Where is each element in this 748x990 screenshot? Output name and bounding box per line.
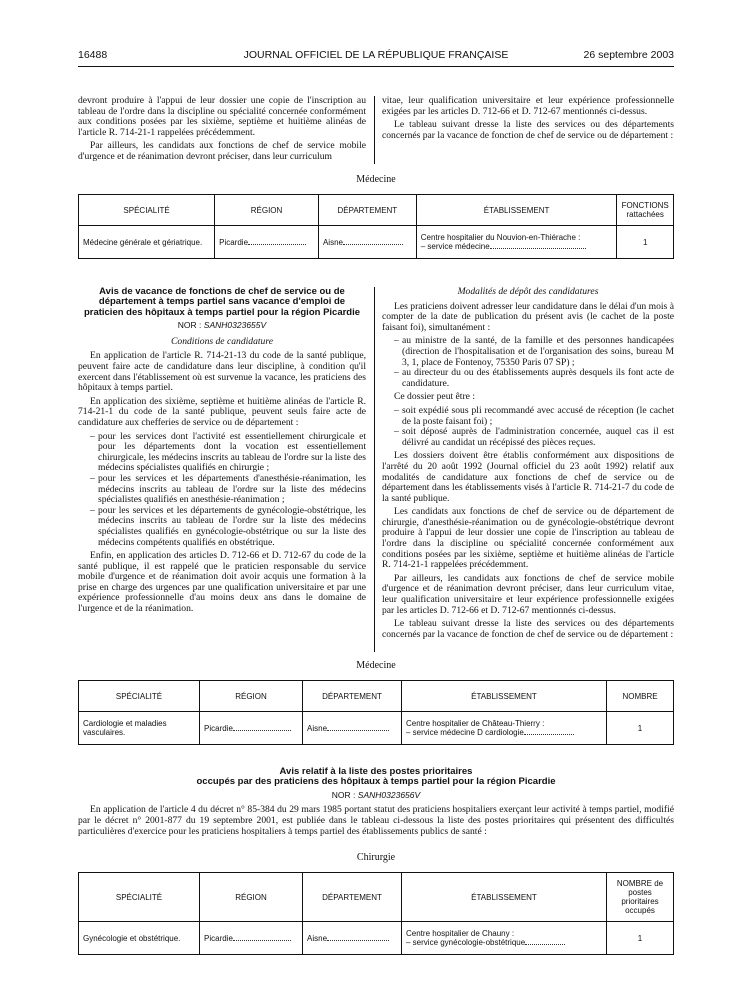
column-header: NOMBRE xyxy=(607,681,674,712)
table-header-row xyxy=(79,681,674,712)
list-item: – pour les services dont l'activité est essentiellement chirurgicale et pour les départements dont la vocation est essentiellement chirurgicale, les médecins inscrits au tableau de l'ordre sur la liste des médecins spécialistes qualifiés en chirurgie ; xyxy=(90,432,366,474)
cell-etablissement xyxy=(402,712,607,745)
etab-line: – service gynécologie-obstétrique xyxy=(406,938,526,947)
region-value: Picardie xyxy=(204,933,233,943)
column-header: SPÉCIALITÉ xyxy=(79,681,200,712)
column-header: FONCTIONS rattachées xyxy=(617,195,674,226)
table-row xyxy=(79,226,674,259)
column-header: RÉGION xyxy=(200,681,303,712)
etab-line: Centre hospitalier du Nouvion-en-Thiérache : xyxy=(420,233,581,242)
cell-specialite: Cardiologie et maladies vasculaires. xyxy=(79,712,200,745)
cell-etablissement xyxy=(416,226,617,259)
paragraph: Les praticiens doivent adresser leur candidature dans le délai d'un mois à compter de la date de publication du présent avis (le cachet de la poste faisant foi), simultanément : xyxy=(382,300,674,333)
paragraph: Par ailleurs, les candidats aux fonctions de chef de service mobile d'urgence et de réanimation devront préciser, dans leur curriculum xyxy=(78,140,366,162)
paragraph: En application des sixième, septième et huitième alinéas de l'article R. 714-21-1 du code de la santé publique, peuvent seuls faire acte de candidature aux chefferies de service ou de département : xyxy=(78,395,366,428)
column-header: ÉTABLISSEMENT xyxy=(402,681,607,712)
cell-etablissement xyxy=(402,922,607,955)
priority-posts-table xyxy=(78,872,674,955)
list-item: – pour les services et les départements d'anesthésie-réanimation, les médecins inscrits au tableau de l'ordre sur la liste des médecins spécialistes qualifiés en anesthésie-réanimation ; xyxy=(90,474,366,506)
section-title-line: occupés par des praticiens des hôpitaux à temps partiel pour la région Picardie xyxy=(196,776,556,788)
paragraph: Enfin, en application des articles D. 712-66 et D. 712-67 du code de la santé publique, il est rappelé que le praticien responsable du service mobile d'urgence et de réanimation doit avoir acquis une formation à la prise en charge des urgences par une qualification universitaire et par une expérience professionnelle d'au moins deux ans dans le domaine de l'urgence et de la réanimation. xyxy=(78,550,366,615)
cell-nombre: 1 xyxy=(607,712,674,745)
nor-value: SANH0323655V xyxy=(203,320,267,331)
paragraph: Le tableau suivant dresse la liste des services ou des départements concernés par la vacance de fonction de chef de service ou de département : xyxy=(382,119,674,141)
region-value: Picardie xyxy=(219,237,249,247)
paragraph: Le tableau suivant dresse la liste des services ou des départements concernés par la vacance de fonction de chef de service ou de département : xyxy=(382,618,674,640)
paragraph: Les candidats aux fonctions de chef de service ou de département de chirurgie, d'anesthésie-réanimation ou de gynécologie-obstétrique devront produire à l'appui de leur dossier une copie de l'inscription au tableau de l'ordre dans la discipline ou spécialité concernée conformément aux conditions posées par les sixième, septième et huitième alinéas de l'article R. 714-21-1 rappelées précédemment. xyxy=(382,506,674,571)
column-header: DÉPARTEMENT xyxy=(303,873,402,922)
paragraph: devront produire à l'appui de leur dossier une copie de l'inscription au tableau de l'ordre dans la discipline ou spécialité concernée conformément aux conditions posées par les sixième, septième et huitième alinéas de l'article R. 714-21-1 rappelées précédemment. xyxy=(78,95,366,138)
etab-line: – service médecine D cardiologie xyxy=(406,728,524,737)
table-caption: Médecine xyxy=(356,174,396,185)
region-value: Picardie xyxy=(204,723,233,733)
page-number: 16488 xyxy=(78,49,108,61)
departement-value: Aisne xyxy=(322,237,343,247)
vacancy-table-2 xyxy=(78,680,674,745)
cell-region xyxy=(200,922,303,955)
nor-reference xyxy=(78,320,366,331)
table-header-row xyxy=(79,195,674,226)
table-row xyxy=(79,922,674,955)
list-item: – soit expédié sous pli recommandé avec accusé de réception (le cachet de la poste faisant foi) ; xyxy=(394,406,674,427)
paragraph: Ce dossier peut être : xyxy=(394,391,475,403)
column-header: NOMBRE de postes prioritaires occupés xyxy=(607,873,674,922)
list-item: – au ministre de la santé, de la famille et des personnes handicapées (direction de l'hospitalisation et de l'organisation des soins, bureau M 3, 1, place de Fontenoy, 75350 Paris 07 SP) ; xyxy=(394,336,674,368)
cell-region xyxy=(215,226,319,259)
nor-label: NOR : xyxy=(331,789,356,800)
paragraph: vitae, leur qualification universitaire et leur expérience professionnelle exigées par les articles D. 712-66 et D. 712-67 mentionnés ci-dessus. xyxy=(382,95,674,117)
cell-nombre: 1 xyxy=(607,922,674,955)
table-row xyxy=(79,712,674,745)
table-caption: Chirurgie xyxy=(356,852,396,863)
list-item: – soit déposé auprès de l'administration concernée, auquel cas il est délivré au candidat un récépissé des pièces reçues. xyxy=(394,427,674,448)
paragraph: En application de l'article 4 du décret n° 85-384 du 29 mars 1985 portant statut des praticiens hospitaliers exerçant leur activité à temps partiel, modifié par le décret n° 2001-877 du 19 septembre 2001, est publiée dans le tableau ci-dessous la liste des postes prioritaires qui présentent des difficultés particulières d'exercice pour les praticiens hospitaliers à temps partiel des établissements publics de santé : xyxy=(78,804,674,837)
cell-departement xyxy=(303,922,402,955)
subsection-title: Conditions de candidature xyxy=(171,335,273,347)
etab-line: Centre hospitalier de Château-Thierry : xyxy=(406,719,545,728)
list-item: – au directeur du ou des établissements auprès desquels ils font acte de candidature. xyxy=(394,368,674,389)
column-header: ÉTABLISSEMENT xyxy=(402,873,607,922)
table-header-row xyxy=(79,873,674,922)
cell-region xyxy=(200,712,303,745)
cell-specialite: Gynécologie et obstétrique. xyxy=(79,922,200,955)
right-column xyxy=(382,287,674,643)
nor-value: SANH0323656V xyxy=(357,789,421,800)
table-caption: Médecine xyxy=(356,660,396,671)
column-header: SPÉCIALITÉ xyxy=(79,195,215,226)
delivery-list xyxy=(382,406,674,448)
top-right-column xyxy=(382,96,674,144)
departement-value: Aisne xyxy=(307,933,328,943)
paragraph: Par ailleurs, les candidats aux fonctions de chef de service mobile d'urgence et de réanimation devront préciser, dans leur curriculum vitae, leur qualification universitaire et leur expérience professionnelle exigées par les articles D. 712-66 et D. 712-67 mentionnés ci-dessus. xyxy=(382,572,674,616)
list-item: – pour les services et les départements de gynécologie-obstétrique, les médecins inscrits au tableau de l'ordre sur la liste des médecins spécialistes qualifiés en gynécologie-obstétrique ou sur la liste des médecins compétents qualifiés en obstétrique. xyxy=(90,506,366,548)
column-header: RÉGION xyxy=(200,873,303,922)
column-header: RÉGION xyxy=(215,195,319,226)
nor-label: NOR : xyxy=(177,320,202,331)
recipients-list xyxy=(382,336,674,389)
column-header: SPÉCIALITÉ xyxy=(79,873,200,922)
cell-departement xyxy=(318,226,416,259)
column-header: DÉPARTEMENT xyxy=(318,195,416,226)
column-divider xyxy=(374,287,375,652)
paragraph: En application de l'article R. 714-21-13 du code de la santé publique, peuvent faire acte de candidature dans leur discipline, à condition qu'il exercent dans l'établissement où est survenue la vacance, les praticiens des hôpitaux à temps partiel. xyxy=(78,350,366,394)
conditions-list xyxy=(78,432,366,549)
header-rule xyxy=(78,66,674,67)
priority-posts-section xyxy=(78,767,674,840)
etab-line: Centre hospitalier de Chauny : xyxy=(406,929,515,938)
cell-departement xyxy=(303,712,402,745)
departement-value: Aisne xyxy=(307,723,328,733)
etab-line: – service médecine xyxy=(420,242,490,251)
cell-specialite: Médecine générale et gériatrique. xyxy=(79,226,215,259)
vacancy-table-1 xyxy=(78,194,674,259)
paragraph: Les dossiers doivent être établis conformément aux dispositions de l'arrêté du 20 août 1992 (Journal officiel du 23 août 1992) relatif aux modalités de candidature aux fonctions de chef de service ou de département dans les établissements visés à l'article R. 714-21-7 du code de la santé publique. xyxy=(382,450,674,504)
publication-date: 26 septembre 2003 xyxy=(583,49,674,61)
cell-nombre: 1 xyxy=(617,226,674,259)
column-divider xyxy=(374,96,375,164)
top-left-column xyxy=(78,96,366,166)
subsection-title: Modalités de dépôt des candidatures xyxy=(457,286,599,297)
nor-reference xyxy=(78,790,674,801)
page-header xyxy=(78,49,674,63)
left-column xyxy=(78,287,366,618)
column-header: ÉTABLISSEMENT xyxy=(416,195,617,226)
journal-title: JOURNAL OFFICIEL DE LA RÉPUBLIQUE FRANÇAISE xyxy=(243,49,509,61)
column-header: DÉPARTEMENT xyxy=(303,681,402,712)
section-title: Avis de vacance de fonctions de chef de service ou de département à temps partiel sans vacance d'emploi de praticien des hôpitaux à temps partiel pour la région Picardie xyxy=(83,286,361,318)
section-title-line: Avis relatif à la liste des postes prioritaires xyxy=(279,766,473,777)
